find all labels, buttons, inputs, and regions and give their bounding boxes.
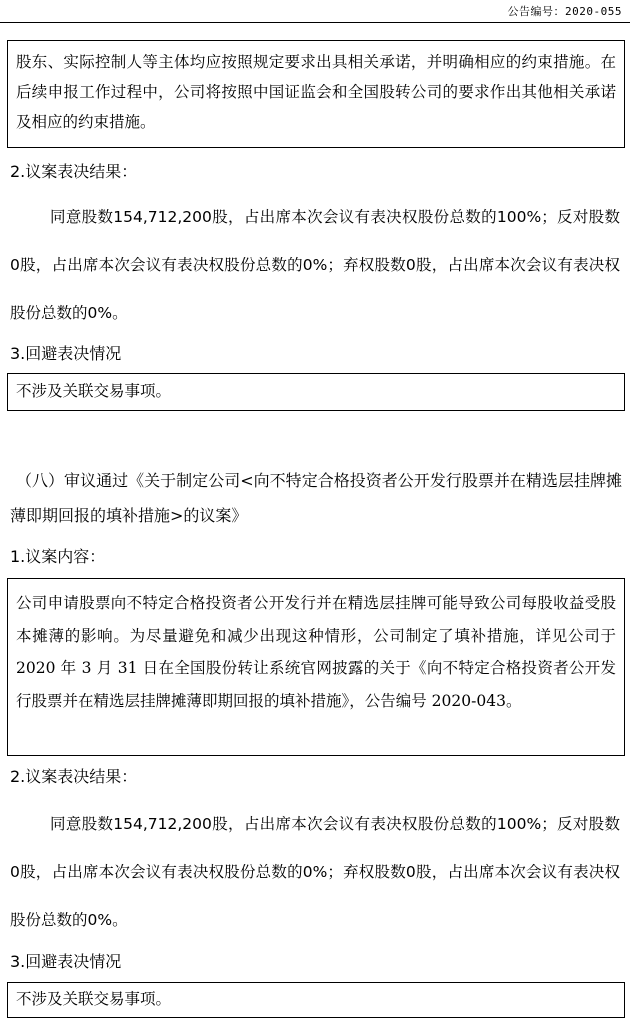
- section-eight-vote-result: [10, 800, 620, 944]
- section-eight-content-box: [7, 578, 625, 756]
- section-eight-content-text: 公司申请股票向不特定合格投资者公开发行并在精选层挂牌可能导致公司每股收益受股本摊薄的影响。为尽量避免和减少出现这种情形，公司制定了填补措施，详见公司于 2020 年 3 月 31 日在全国股份转让系统官网披露的关于《向不特定合格投资者公开发行股票并在精选层挂牌摊薄即期回报的填补措施》，公告编号 2020-043。: [16, 594, 616, 710]
- section-eight-vote-heading: 2.议案表决结果：: [10, 767, 138, 786]
- section-eight-vote-text: 同意股数154,712,200股，占出席本次会议有表决权股份总数的100%；反对股数0股，占出席本次会议有表决权股份总数的0%；弃权股数0股，占出席本次会议有表决权股份总数的0%。: [10, 815, 620, 929]
- section-seven-vote-heading: 2.议案表决结果：: [10, 162, 138, 181]
- header-divider: [0, 22, 630, 23]
- section-eight-recusal-text: 不涉及关联交易事项。: [16, 990, 172, 1008]
- section-eight-content-heading: 1.议案内容：: [10, 547, 106, 566]
- section-eight-recusal-box: [7, 982, 625, 1018]
- section-seven-vote-text: 同意股数154,712,200股，占出席本次会议有表决权股份总数的100%；反对股数0股，占出席本次会议有表决权股份总数的0%；弃权股数0股，占出席本次会议有表决权股份总数的0%。: [10, 208, 620, 322]
- section-seven-recusal-box: [7, 373, 625, 411]
- section-eight-title: [10, 463, 622, 533]
- section-seven-recusal-text: 不涉及关联交易事项。: [16, 382, 172, 400]
- continuation-text: 股东、实际控制人等主体均应按照规定要求出具相关承诺，并明确相应的约束措施。在后续申报工作过程中，公司将按照中国证监会和全国股转公司的要求作出其他相关承诺及相应的约束措施。: [16, 53, 616, 131]
- page-header: [0, 0, 630, 24]
- section-eight-title-text: （八）审议通过《关于制定公司<向不特定合格投资者公开发行股票并在精选层挂牌摊薄即期回报的填补措施>的议案》: [10, 471, 622, 525]
- section-eight-recusal-heading: 3.回避表决情况: [10, 952, 122, 971]
- section-seven-vote-result: [10, 193, 620, 337]
- section-seven-recusal-heading: 3.回避表决情况: [10, 344, 122, 363]
- continuation-text-box: [7, 40, 625, 148]
- announcement-number: 公告编号：2020-055: [507, 5, 622, 18]
